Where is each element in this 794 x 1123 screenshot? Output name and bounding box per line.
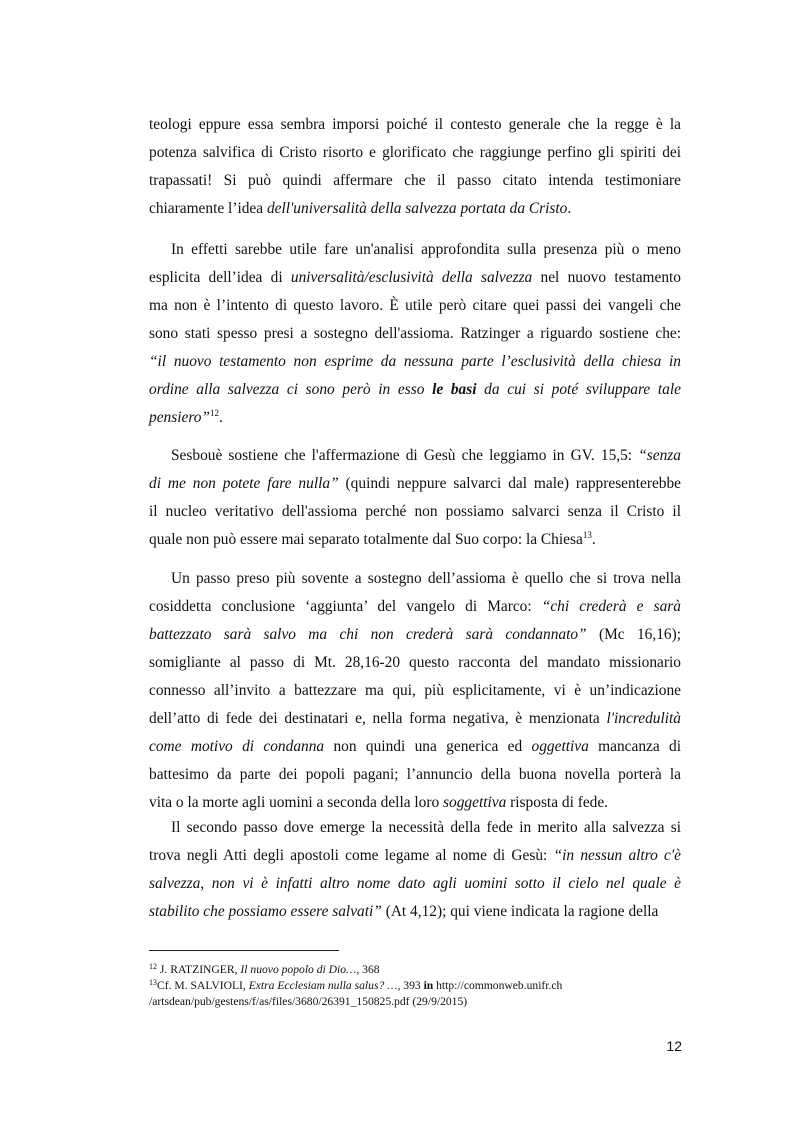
text-run: in bbox=[423, 979, 434, 992]
text-line bbox=[149, 167, 681, 195]
text-run: cosiddetta conclusione ‘aggiunta’ del vangelo di Marco: bbox=[149, 598, 542, 615]
text-line bbox=[149, 649, 681, 677]
text-run: ma non è l’intento di questo lavoro. È utile però citare quei passi dei vangeli che bbox=[149, 297, 681, 314]
text-run: Il secondo passo dove emerge la necessità della fede in merito alla salvezza si bbox=[171, 819, 681, 836]
text-run: come motivo di condanna bbox=[149, 738, 325, 755]
text-line bbox=[149, 593, 681, 621]
text-run: trapassati! Si può quindi affermare che il passo citato intenda testimoniare bbox=[149, 172, 681, 189]
text-run: Extra Ecclesiam nulla salus? … bbox=[248, 979, 398, 992]
text-run: /artsdean/pub/gestens/f/as/files/3680/26391_150825.pdf (29/9/2015) bbox=[149, 995, 468, 1008]
footnote-ref: 12 bbox=[210, 408, 219, 418]
text-line bbox=[149, 898, 681, 926]
text-line bbox=[149, 498, 681, 526]
footnote-13-continued bbox=[149, 994, 689, 1009]
text-run: (Mc 16,16); bbox=[586, 626, 681, 643]
paragraph-1 bbox=[149, 111, 681, 223]
paragraph-2 bbox=[149, 236, 681, 432]
text-line bbox=[149, 705, 681, 733]
text-line bbox=[149, 870, 681, 898]
text-run: dell’atto di fede dei destinatari e, nella forma negativa, è menzionata bbox=[149, 710, 607, 727]
text-run: universalità/esclusività della salvezza bbox=[290, 269, 533, 286]
text-run: nel nuovo testamento bbox=[532, 269, 682, 286]
text-line bbox=[149, 526, 681, 554]
text-run: le basi bbox=[432, 381, 477, 398]
text-run: ordine alla salvezza ci sono però in esso bbox=[149, 381, 433, 398]
text-line bbox=[149, 111, 681, 139]
text-run: vita o la morte agli uomini a seconda della loro bbox=[149, 794, 444, 811]
text-run: battezzato sarà salvo ma chi non crederà sarà condannato” bbox=[149, 626, 587, 643]
text-run: “in nessun altro c'è bbox=[553, 847, 681, 864]
text-run: soggettiva bbox=[443, 794, 507, 811]
text-run: , 368 bbox=[356, 963, 380, 976]
text-run: stabilito che possiamo essere salvati” bbox=[149, 903, 382, 920]
text-run: quale non può essere mai separato totalmente dal Suo corpo: la Chiesa bbox=[149, 531, 583, 548]
text-run: , 393 bbox=[397, 979, 424, 992]
text-run: risposta di fede. bbox=[506, 794, 609, 811]
paragraph-3 bbox=[149, 442, 681, 554]
text-line bbox=[149, 470, 681, 498]
text-run: pensiero” bbox=[149, 409, 210, 426]
text-run: Sesbouè sostiene che l'affermazione di Gesù che leggiamo in GV. 15,5: bbox=[171, 447, 639, 464]
text-run: mancanza di bbox=[588, 738, 682, 755]
text-run: . bbox=[567, 200, 572, 217]
text-line bbox=[149, 814, 681, 842]
text-line bbox=[149, 677, 681, 705]
text-run: l'incredulità bbox=[606, 710, 681, 727]
text-run: http://commonweb.unifr.ch bbox=[433, 979, 563, 992]
text-line bbox=[149, 195, 681, 223]
text-run: trova negli Atti degli apostoli come legame al nome di Gesù: bbox=[149, 847, 554, 864]
text-run: . bbox=[591, 531, 596, 548]
text-line bbox=[149, 565, 681, 593]
text-run: teologi eppure essa sembra imporsi poiché il contesto generale che la regge è la bbox=[149, 116, 681, 133]
text-line bbox=[149, 264, 681, 292]
text-line bbox=[149, 621, 681, 649]
text-line bbox=[149, 236, 681, 264]
text-run: da cui si poté sviluppare tale bbox=[476, 381, 681, 398]
text-run: esplicita dell’idea di bbox=[149, 269, 291, 286]
text-line bbox=[149, 139, 681, 167]
footnote-12 bbox=[149, 962, 689, 977]
text-run: (quindi neppure salvarci dal male) rappresenterebbe bbox=[338, 475, 681, 492]
text-line bbox=[149, 789, 681, 817]
text-run: “chi crederà e sarà bbox=[541, 598, 681, 615]
text-run: chiaramente l’idea bbox=[149, 200, 267, 217]
text-line bbox=[149, 842, 681, 870]
text-line bbox=[149, 348, 681, 376]
text-run: Il nuovo popolo di Dio… bbox=[240, 963, 357, 976]
text-run: Cf. M. SALVIOLI, bbox=[157, 979, 249, 992]
text-run: battesimo da parte dei popoli pagani; l’annuncio della buona novella porterà la bbox=[149, 766, 681, 783]
text-line bbox=[149, 376, 681, 404]
text-run: . bbox=[219, 409, 223, 426]
text-run: (At 4,12); qui viene indicata la ragione della bbox=[381, 903, 659, 920]
text-line bbox=[149, 404, 681, 432]
footnote-ref: 13 bbox=[149, 978, 157, 987]
text-run: oggettiva bbox=[531, 738, 589, 755]
text-line bbox=[149, 320, 681, 348]
text-run: In effetti sarebbe utile fare un'analisi approfondita sulla presenza più o meno bbox=[171, 241, 681, 258]
text-line bbox=[149, 733, 681, 761]
text-run: somigliante al passo di Mt. 28,16-20 questo racconta del mandato missionario bbox=[149, 654, 681, 671]
paragraph-4 bbox=[149, 565, 681, 817]
text-run: il nucleo veritativo dell'assioma perché non possiamo salvarci senza il Cristo il bbox=[149, 503, 681, 520]
footnote-ref: 12 bbox=[149, 962, 157, 971]
text-run: sono stati spesso presi a sostegno dell'assioma. Ratzinger a riguardo sostiene che: bbox=[149, 325, 681, 342]
text-line bbox=[149, 292, 681, 320]
page-number: 12 bbox=[666, 1038, 682, 1054]
text-run: potenza salvifica di Cristo risorto e glorificato che raggiunge perfino gli spiriti dei bbox=[149, 144, 681, 161]
text-run: connesso all’invito a battezzare ma qui, più esplicitamente, vi è un’indicazione bbox=[149, 682, 681, 699]
text-run: dell'universalità della salvezza portata da Cristo bbox=[266, 200, 568, 217]
text-line bbox=[149, 442, 681, 470]
text-run: salvezza, non vi è infatti altro nome dato agli uomini sotto il cielo nel quale è bbox=[149, 875, 681, 892]
footnote-13 bbox=[149, 978, 689, 993]
footnote-ref: 13 bbox=[582, 530, 592, 540]
text-line bbox=[149, 761, 681, 789]
text-run: “il nuovo testamento non esprime da nessuna parte l’esclusività della chiesa in bbox=[149, 353, 681, 370]
paragraph-5 bbox=[149, 814, 681, 926]
text-run: di me non potete fare nulla” bbox=[149, 475, 339, 492]
text-run: non quindi una generica ed bbox=[324, 738, 532, 755]
text-run: “senza bbox=[638, 447, 681, 464]
footnote-separator bbox=[149, 950, 339, 951]
text-run: Un passo preso più sovente a sostegno dell’assioma è quello che si trova nella bbox=[171, 570, 681, 587]
text-run: J. RATZINGER, bbox=[157, 963, 241, 976]
